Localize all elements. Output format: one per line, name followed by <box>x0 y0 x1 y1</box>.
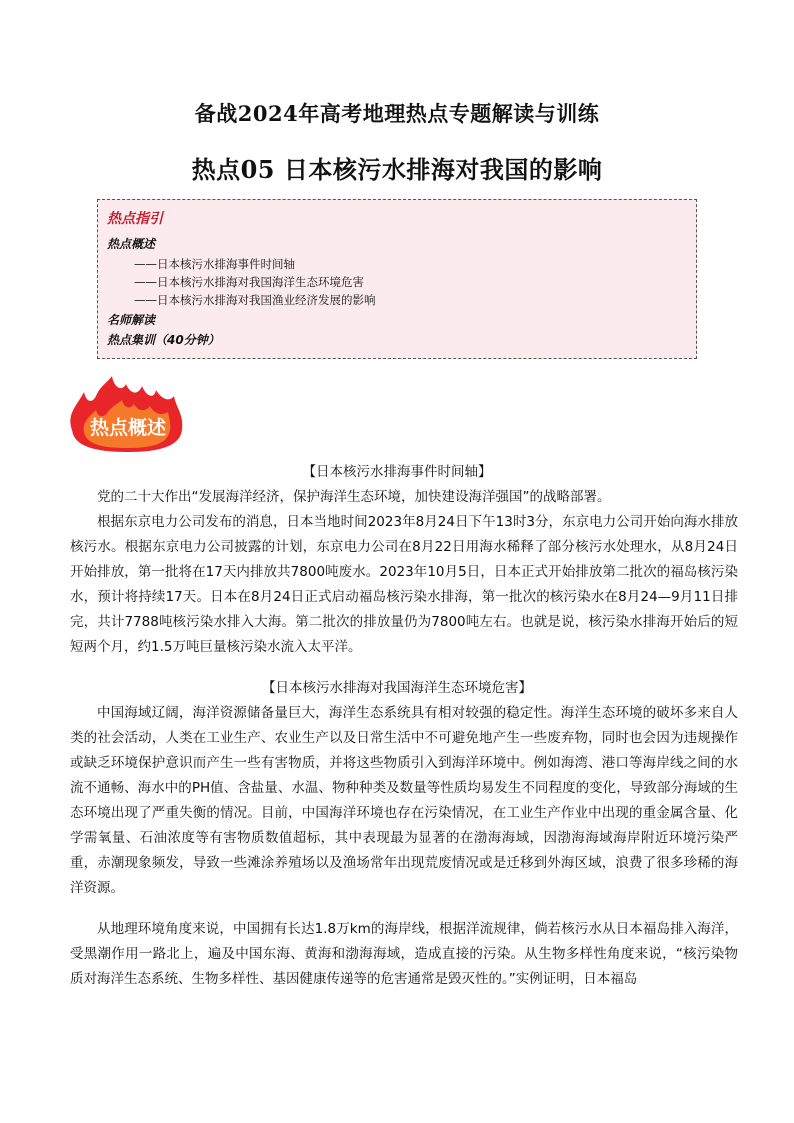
paragraph: 党的二十大作出“发展海洋经济，保护海洋生态环境，加快建设海洋强国”的战略部署。 <box>97 489 611 505</box>
guide-heading: 热点指引 <box>107 211 163 227</box>
fire-icon <box>64 374 190 454</box>
section-heading-ecology: 【日本核污水排海对我国海洋生态环境危害】 <box>262 680 532 696</box>
paragraph: 中国海域辽阔，海洋资源储备量巨大，海洋生态系统具有相对较强的稳定性。海洋生态环境的破坏多来自人类的社会活动，人类在工业生产、农业生产以及日常生活中不可避免地产生一些废弃物，同时也会因为违规操作或缺乏环境保护意识而产生一些有害物质，并将这些物质引入到海洋环境中。例如海湾、港口等海岸线之间的水流不通畅、海水中的PH值、含盐量、水温、物种种类及数量等性质均易发生不同程度的变化，导致部分海域的生态环境出现了严重失衡的情况。目前，中国海洋环境也存在污染情况，在工业生产作业中出现的重金属含量、化学需氧量、石油浓度等有害物质数值超标，其中表现最为显著的在渤海海域，因渤海海域海岸附近环境污染严重，赤潮现象频发，导致一些滩涂养殖场以及渔场常年出现荒废情况或是迁移到外海区域，浪费了很多珍稀的海洋资源。 <box>70 705 738 896</box>
hotspot-guide-box <box>97 199 697 359</box>
guide-training: 热点集训（40分钟） <box>107 333 220 347</box>
doc-subtitle: 热点05 日本核污水排海对我国的影响 <box>191 155 603 184</box>
guide-item: ——日本核污水排海事件时间轴 <box>134 257 295 271</box>
guide-teacher: 名师解读 <box>107 313 156 327</box>
guide-item: ——日本核污水排海对我国渔业经济发展的影响 <box>134 293 376 307</box>
section-heading-timeline: 【日本核污水排海事件时间轴】 <box>302 464 492 480</box>
guide-overview: 热点概述 <box>107 237 156 251</box>
paragraph: 从地理环境角度来说，中国拥有长达1.8万km的海岸线，根据洋流规律，倘若核污水从日本福岛排入海洋，受黑潮作用一路北上，遍及中国东海、黄海和渤海海域，造成直接的污染。从生物多样性角度来说，“核污染物质对海洋生态系统、生物多样性、基因健康传递等的危害通常是毁灭性的。”实例证明，日本福岛 <box>70 921 738 987</box>
fire-badge <box>64 374 190 454</box>
guide-item: ——日本核污水排海对我国海洋生态环境危害 <box>134 275 364 289</box>
doc-title: 备战2024年高考地理热点专题解读与训练 <box>194 101 600 126</box>
paragraph: 根据东京电力公司发布的消息，日本当地时间2023年8月24日下午13时3分，东京电力公司开始向海水排放核污水。根据东京电力公司披露的计划，东京电力公司在8月22日用海水稀释了部分核污水处理水，从8月24日开始排放，第一批将在17天内排放共7800吨废水。2023年10月5日，日本正式开始排放第二批次的福岛核污染水，预计将持续17天。日本在8月24日正式启动福岛核污染水排海，第一批次的核污染水在8月24—9月11日排完，共计7788吨核污染水排入大海。第二批次的排放量仍为7800吨左右。也就是说，核污染水排海开始后的短短两个月，约1.5万吨巨量核污染水流入太平洋。 <box>70 514 738 655</box>
badge-label: 热点概述 <box>89 417 167 439</box>
